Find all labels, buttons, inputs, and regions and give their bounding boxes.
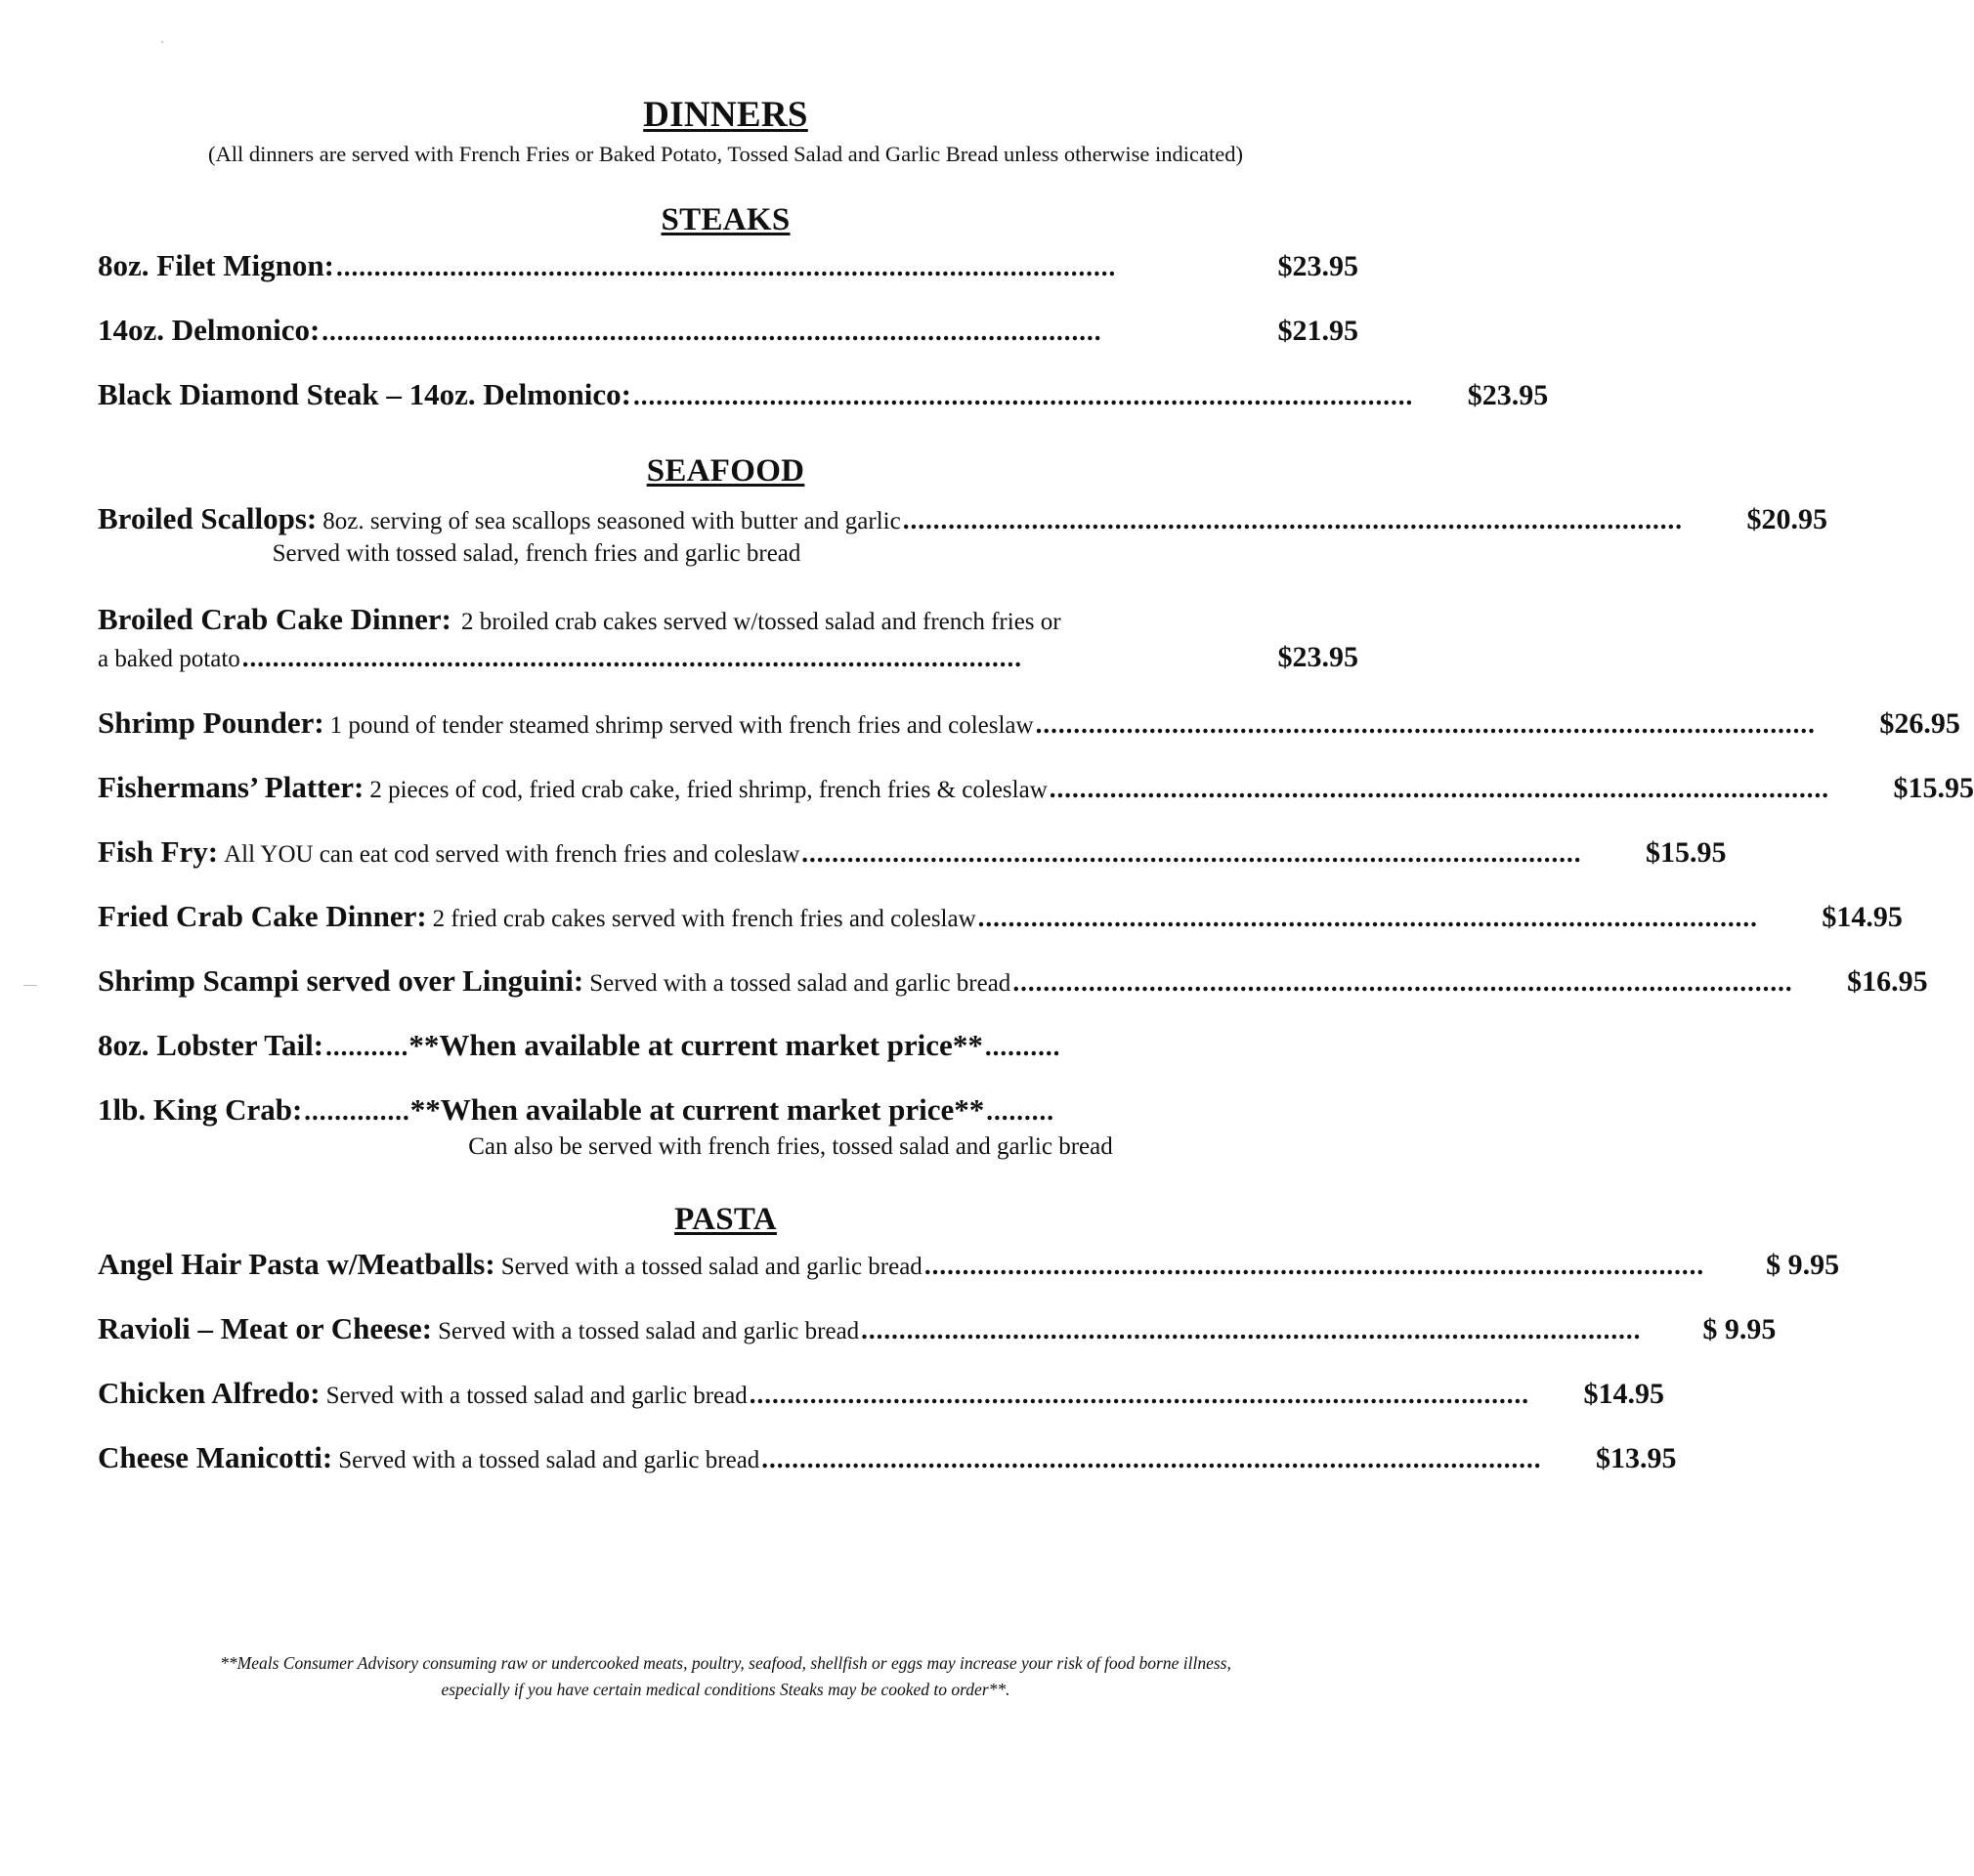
item-name: Ravioli – Meat or Cheese: xyxy=(98,1311,433,1345)
item-price: $23.95 xyxy=(1277,641,1358,673)
scan-speck xyxy=(161,41,163,43)
menu-item-row xyxy=(98,641,1358,680)
item-description: Served with a tossed salad and garlic bread xyxy=(338,1447,760,1473)
item-price: $16.95 xyxy=(1847,965,1928,998)
item-price: $23.95 xyxy=(1467,379,1549,411)
item-name: 8oz. Lobster Tail: xyxy=(98,1028,324,1062)
menu-item-row xyxy=(98,899,1903,938)
dot-leader: ....................................................................................................... xyxy=(335,252,1117,281)
dot-leader: ....................................................................................................... xyxy=(1035,709,1816,739)
dot-leader: ....................................................................................................... xyxy=(801,838,1582,868)
item-note: Can also be served with french fries, tossed salad and garlic bread xyxy=(468,1133,1113,1160)
menu-item-row xyxy=(98,963,1928,1002)
menu-item-row xyxy=(98,705,1960,745)
item-name: 1lb. King Crab: xyxy=(98,1092,303,1127)
item-name: 14oz. Delmonico: xyxy=(98,313,321,347)
steaks-heading: STEAKS xyxy=(661,202,791,237)
menu-item-row xyxy=(98,1440,1677,1479)
scan-speck xyxy=(23,985,37,986)
dot-leader: ....................................................................................................... xyxy=(749,1380,1529,1409)
menu-item-row xyxy=(98,1311,1777,1350)
dot-leader: ....................................................................................................... xyxy=(241,643,1023,672)
dot-leader: ....................................................................................................... xyxy=(632,381,1414,410)
item-name: 8oz. Filet Mignon: xyxy=(98,248,334,282)
item-description: Served with a tossed salad and garlic bread xyxy=(589,970,1011,997)
menu-item-row xyxy=(98,770,1974,809)
menu-title: DINNERS xyxy=(643,95,808,135)
menu-item-row xyxy=(98,313,1358,352)
item-description: Served with a tossed salad and garlic bread xyxy=(325,1383,748,1409)
menu-item-row xyxy=(98,834,1727,874)
dot-leader: .......... xyxy=(984,1032,1061,1061)
dot-leader: ....................................................................................................... xyxy=(861,1315,1642,1344)
item-description: Served with a tossed salad and garlic bread xyxy=(438,1318,860,1344)
menu-item-row xyxy=(98,248,1358,287)
item-description: a baked potato xyxy=(98,646,240,672)
dot-leader: ......... xyxy=(986,1096,1055,1126)
dot-leader: ....................................................................................................... xyxy=(902,505,1683,534)
item-name: Shrimp Scampi served over Linguini: xyxy=(98,963,584,998)
menu-subtitle: (All dinners are served with French Fries or Baked Potato, Tossed Salad and Garlic Bread unless otherwise indicated) xyxy=(208,142,1243,166)
item-price: $26.95 xyxy=(1879,707,1960,740)
item-note: Served with tossed salad, french fries and garlic bread xyxy=(272,540,801,567)
menu-item-row xyxy=(98,501,1827,540)
consumer-advisory-line1: **Meals Consumer Advisory consuming raw or undercooked meats, poultry, seafood, shellfish or eggs may increase your risk of food borne illness, xyxy=(220,1653,1231,1673)
item-name: Fish Fry: xyxy=(98,834,219,869)
menu-item-row xyxy=(98,377,1549,416)
menu-item-line xyxy=(98,1028,1060,1063)
dot-leader: ....................................................................................................... xyxy=(1049,774,1830,803)
menu-item-line xyxy=(98,602,1061,637)
item-price: $14.95 xyxy=(1583,1378,1664,1410)
item-name: Broiled Crab Cake Dinner: xyxy=(98,602,451,636)
seafood-heading: SEAFOOD xyxy=(646,453,805,489)
item-price: $15.95 xyxy=(1893,772,1974,804)
item-description: 1 pound of tender steamed shrimp served with french fries and coleslaw xyxy=(329,712,1034,739)
market-price-text: **When available at current market price** xyxy=(408,1028,983,1062)
dot-leader: .............. xyxy=(304,1096,410,1126)
item-price: $23.95 xyxy=(1277,250,1358,282)
dot-leader: ....................................................................................................... xyxy=(761,1444,1542,1473)
item-description: 8oz. serving of sea scallops seasoned with butter and garlic xyxy=(322,508,901,534)
item-name: Fishermans’ Platter: xyxy=(98,770,365,804)
dot-leader: ....................................................................................................... xyxy=(322,317,1102,346)
item-name: Cheese Manicotti: xyxy=(98,1440,333,1474)
consumer-advisory-line2: especially if you have certain medical conditions Steaks may be cooked to order**. xyxy=(441,1680,1010,1699)
item-description: 2 pieces of cod, fried crab cake, fried shrimp, french fries & coleslaw xyxy=(369,777,1048,803)
item-description: All YOU can eat cod served with french fries and coleslaw xyxy=(224,841,800,868)
item-price: $ 9.95 xyxy=(1766,1249,1840,1281)
pasta-heading: PASTA xyxy=(674,1202,777,1237)
dot-leader: ....................................................................................................... xyxy=(1012,967,1793,997)
dot-leader: ....................................................................................................... xyxy=(923,1251,1705,1280)
item-price: $13.95 xyxy=(1596,1442,1677,1474)
menu-item-row xyxy=(98,1376,1664,1415)
item-name: Angel Hair Pasta w/Meatballs: xyxy=(98,1247,495,1281)
item-name: Chicken Alfredo: xyxy=(98,1376,321,1410)
item-description: Served with a tossed salad and garlic bread xyxy=(500,1254,923,1280)
dot-leader: ....................................................................................................... xyxy=(977,903,1758,932)
menu-item-line xyxy=(98,1092,1054,1128)
item-price: $15.95 xyxy=(1646,836,1727,869)
item-price: $ 9.95 xyxy=(1702,1313,1777,1345)
dot-leader: ........... xyxy=(325,1032,409,1061)
item-price: $20.95 xyxy=(1746,503,1827,535)
market-price-text: **When available at current market price** xyxy=(409,1092,985,1127)
item-description: 2 fried crab cakes served with french fries and coleslaw xyxy=(432,906,976,932)
item-price: $21.95 xyxy=(1277,315,1358,347)
item-name: Broiled Scallops: xyxy=(98,501,318,535)
item-name: Fried Crab Cake Dinner: xyxy=(98,899,427,933)
item-name: Shrimp Pounder: xyxy=(98,705,324,740)
menu-item-row xyxy=(98,1247,1840,1286)
item-name: Black Diamond Steak – 14oz. Delmonico: xyxy=(98,377,631,411)
item-price: $14.95 xyxy=(1822,901,1903,933)
item-description: 2 broiled crab cakes served w/tossed salad and french fries or xyxy=(460,609,1061,635)
